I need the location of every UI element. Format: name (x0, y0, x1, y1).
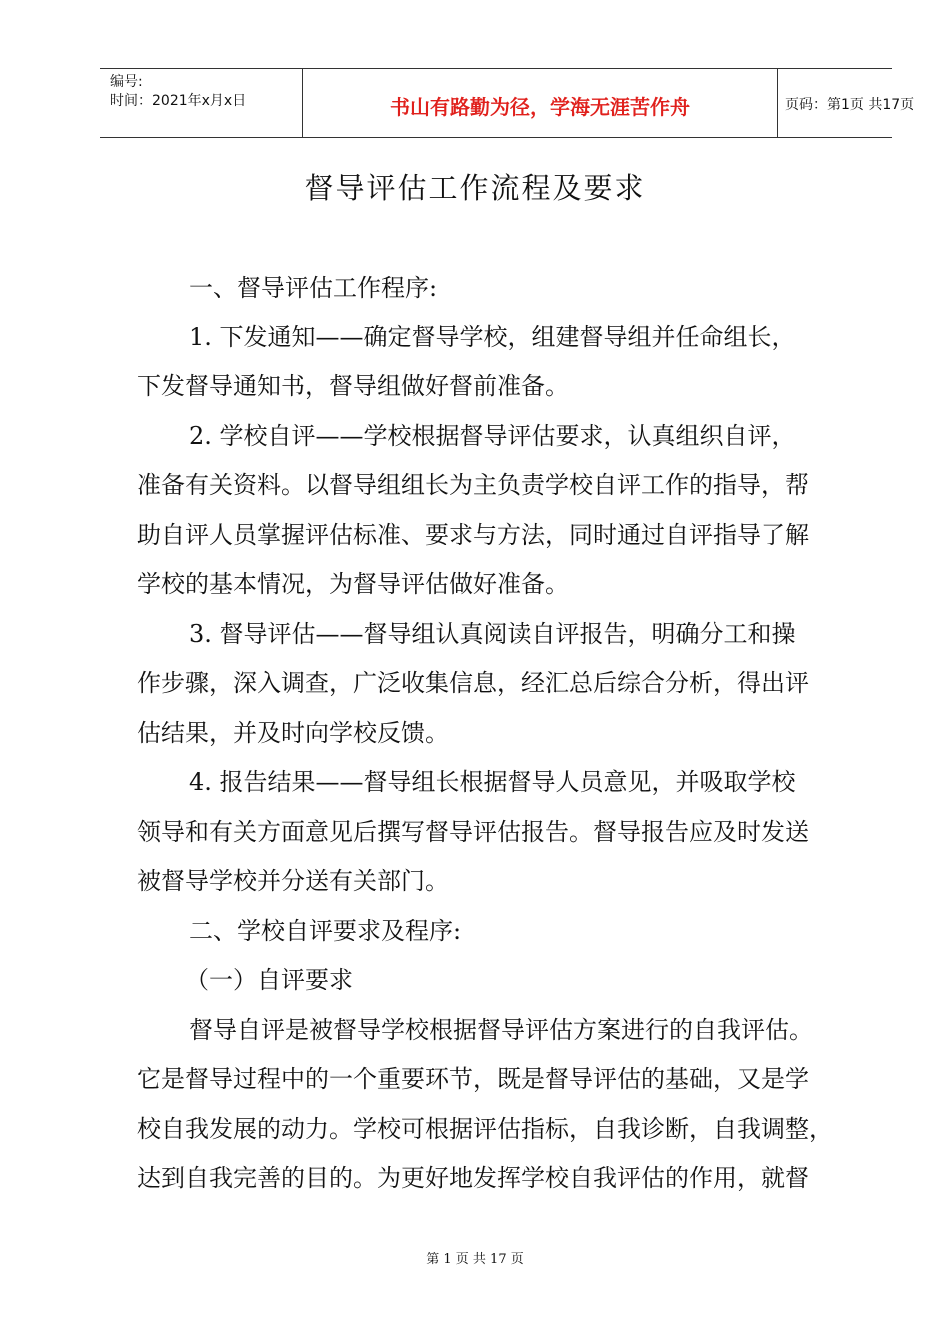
paragraph-line: 1. 下发通知——确定督导学校，组建督导组并任命组长， (189, 323, 796, 351)
paragraph-line: 准备有关资料。以督导组组长为主负责学校自评工作的指导，帮 (137, 471, 809, 499)
header-meta-cell (100, 69, 302, 137)
paragraph-line: 作步骤，深入调查，广泛收集信息，经汇总后综合分析，得出评 (137, 669, 809, 697)
document-title: 督导评估工作流程及要求 (304, 171, 646, 205)
paragraph-line: 助自评人员掌握评估标准、要求与方法，同时通过自评指导了解 (137, 521, 809, 549)
header-motto-cell (302, 69, 778, 137)
paragraph-line: 估结果，并及时向学校反馈。 (137, 719, 449, 747)
subsection-heading: （一）自评要求 (185, 966, 353, 994)
page-info: 页码：第1页 共17页 (785, 97, 915, 113)
paragraph-line: 学校的基本情况，为督导评估做好准备。 (137, 570, 569, 598)
paragraph-line: 校自我发展的动力。学校可根据评估指标，自我诊断，自我调整， (137, 1115, 833, 1143)
paragraph-line: 督导自评是被督导学校根据督导评估方案进行的自我评估。 (189, 1016, 813, 1044)
paragraph-line: 达到自我完善的目的。为更好地发挥学校自我评估的作用，就督 (137, 1164, 809, 1192)
paragraph-line: 领导和有关方面意见后撰写督导评估报告。督导报告应及时发送 (137, 818, 809, 846)
document-number-label: 编号: (110, 74, 143, 90)
paragraph-line: 2. 学校自评——学校根据督导评估要求，认真组织自评， (189, 422, 796, 450)
header-page-cell (777, 69, 915, 137)
paragraph-line: 下发督导通知书，督导组做好督前准备。 (137, 372, 569, 400)
paragraph-line: 4. 报告结果——督导组长根据督导人员意见，并吸取学校 (189, 768, 796, 796)
page-footer: 第 1 页 共 17 页 (426, 1252, 524, 1267)
document-time-label: 时间：2021年x月x日 (110, 93, 247, 109)
paragraph-line: 被督导学校并分送有关部门。 (137, 867, 449, 895)
document-header (100, 68, 915, 138)
section-heading: 一、督导评估工作程序: (189, 274, 438, 302)
paragraph-line: 3. 督导评估——督导组认真阅读自评报告，明确分工和操 (189, 620, 796, 648)
paragraph-line: 它是督导过程中的一个重要环节，既是督导评估的基础，又是学 (137, 1065, 809, 1093)
motto-text: 书山有路勤为径，学海无涯苦作舟 (390, 95, 690, 119)
section-heading: 二、学校自评要求及程序: (189, 917, 462, 945)
